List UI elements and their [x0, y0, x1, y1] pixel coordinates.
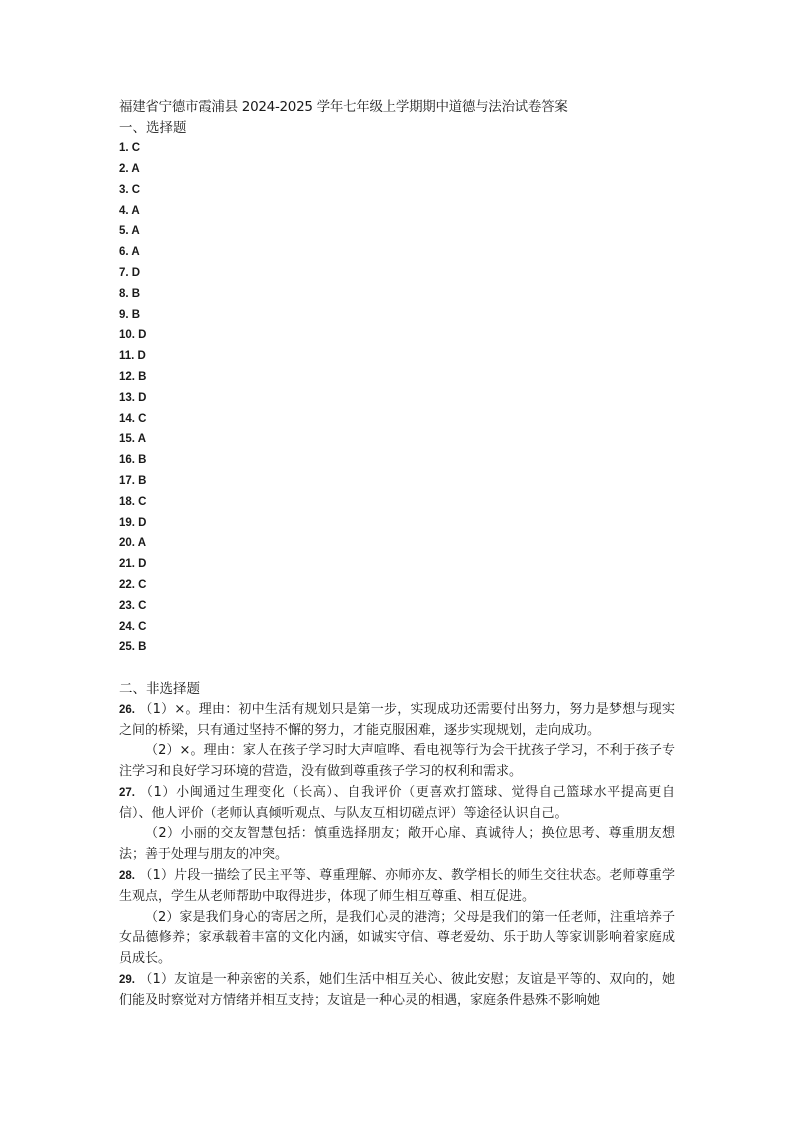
q28-part1-text: （1）片段一描绘了民主平等、尊重理解、亦师亦友、教学相长的师生交往状态。老师尊重学生观点，学生从老师帮助中取得进步，体现了师生相互尊重、相互促进。: [119, 868, 675, 904]
q26-part2: （2）×。理由：家人在孩子学习时大声喧哗、看电视等行为会干扰孩子学习，不利于孩子专注学习和良好学习环境的营造，没有做到尊重孩子学习的权利和需求。: [119, 743, 675, 780]
answer-item: 2. A: [119, 162, 140, 175]
q29-part1: [119, 970, 675, 1012]
q27-part1-text: （1）小闽通过生理变化（长高）、自我评价（更喜欢打篮球、觉得自己篮球水平提高更自信）、他人评价（老师认真倾听观点、与队友互相切磋点评）等途径认识自己。: [119, 784, 675, 821]
question-number: 28.: [119, 870, 135, 883]
question-number: 27.: [119, 786, 135, 799]
answer-item: 14. C: [119, 412, 147, 425]
document-title: 福建省宁德市霞浦县 2024-2025 学年七年级上学期期中道德与法治试卷答案: [119, 99, 568, 115]
answer-item: 11. D: [119, 350, 146, 363]
q28-part2: （2）家是我们身心的寄居之所，是我们心灵的港湾；父母是我们的第一任老师，注重培养子女品德修养；家承载着丰富的文化内涵，如诚实守信、尊老爱幼、乐于助人等家训影响着家庭成员成长。: [119, 909, 675, 967]
answer-item: 1. C: [119, 142, 141, 155]
answer-item: 7. D: [119, 266, 141, 279]
q26-part1-text: （1）×。理由：初中生活有规划只是第一步，实现成功还需要付出努力，努力是梦想与现实之间的桥梁，只有通过坚持不懈的努力，才能克服困难，逐步实现规划，走向成功。: [119, 701, 675, 738]
answer-item: 18. C: [119, 495, 147, 508]
question-number: 29.: [119, 974, 135, 987]
answer-item: 22. C: [119, 578, 147, 591]
q27-part1: [119, 783, 675, 825]
q26-part1: [119, 700, 675, 742]
section-heading-multiple-choice: 一、选择题: [119, 119, 187, 136]
answer-item: 20. A: [119, 537, 147, 550]
answer-item: 12. B: [119, 370, 147, 383]
answer-item: 23. C: [119, 599, 147, 612]
answer-item: 10. D: [119, 329, 147, 342]
answer-item: 17. B: [119, 474, 147, 487]
answer-item: 8. B: [119, 287, 141, 300]
section-spacer: [119, 658, 675, 679]
q27-part2: （2）小丽的交友智慧包括：慎重选择朋友；敞开心扉、真诚待人；换位思考、尊重朋友想法；善于处理与朋友的冲突。: [119, 826, 675, 863]
answer-item: 4. A: [119, 204, 140, 217]
answer-item: 25. B: [119, 641, 147, 654]
q29-part1-text: （1）友谊是一种亲密的关系，她们生活中相互关心、彼此安慰；友谊是平等的、双向的，她们能及时察觉对方情绪并相互支持；友谊是一种心灵的相遇，家庭条件悬殊不影响她: [119, 972, 675, 1008]
answer-document: [119, 97, 675, 1012]
multiple-choice-answers: [119, 138, 675, 658]
q28-part1: [119, 866, 675, 908]
answer-item: 5. A: [119, 225, 140, 238]
answer-item: 6. A: [119, 246, 140, 259]
answer-item: 16. B: [119, 454, 147, 467]
question-number: 26.: [119, 703, 135, 716]
answer-item: 9. B: [119, 308, 141, 321]
answer-item: 3. C: [119, 183, 141, 196]
answer-item: 21. D: [119, 558, 147, 571]
answer-item: 15. A: [119, 433, 147, 446]
answer-item: 24. C: [119, 620, 147, 633]
section-heading-non-choice: 二、非选择题: [119, 681, 200, 698]
answer-item: 13. D: [119, 391, 147, 404]
answer-item: 19. D: [119, 516, 147, 529]
